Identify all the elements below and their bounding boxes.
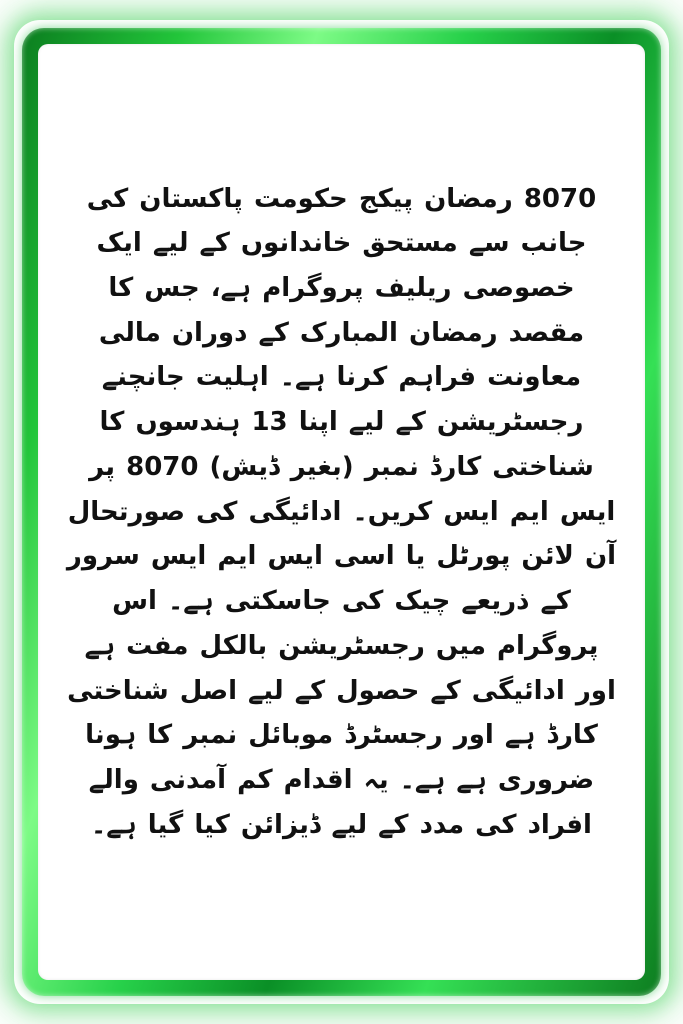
urdu-body-text: 8070 رمضان پیکج حکومت پاکستان کی جانب سے مستحق خاندانوں کے لیے ایک خصوصی ریلیف پروگرام ہے، جس کا مقصد رمضان المبارک کے دوران مالی معاونت فراہم کرنا ہے۔ اہلیت جانچنے رجسٹریشن کے لیے اپنا 13 ہندسوں کا شناختی کارڈ نمبر (بغیر ڈیش) 8070 پر ایس ایم ایس کریں۔ ادائیگی کی صورتحال آن لائن پورٹل یا اسی ایس ایم ایس سرور کے ذریعے چیک کی جاسکتی ہے۔ اس پروگرام میں رجسٹریشن بالکل مفت ہے اور ادائیگی کے حصول کے لیے اصل شناختی کارڈ ہے اور رجسٹرڈ موبائل نمبر کا ہونا ضروری ہے ہے۔ یہ اقدام کم آمدنی والے افراد کی مدد کے لیے ڈیزائن کیا گیا ہے۔ [66, 183, 617, 840]
content-area [52, 58, 631, 966]
